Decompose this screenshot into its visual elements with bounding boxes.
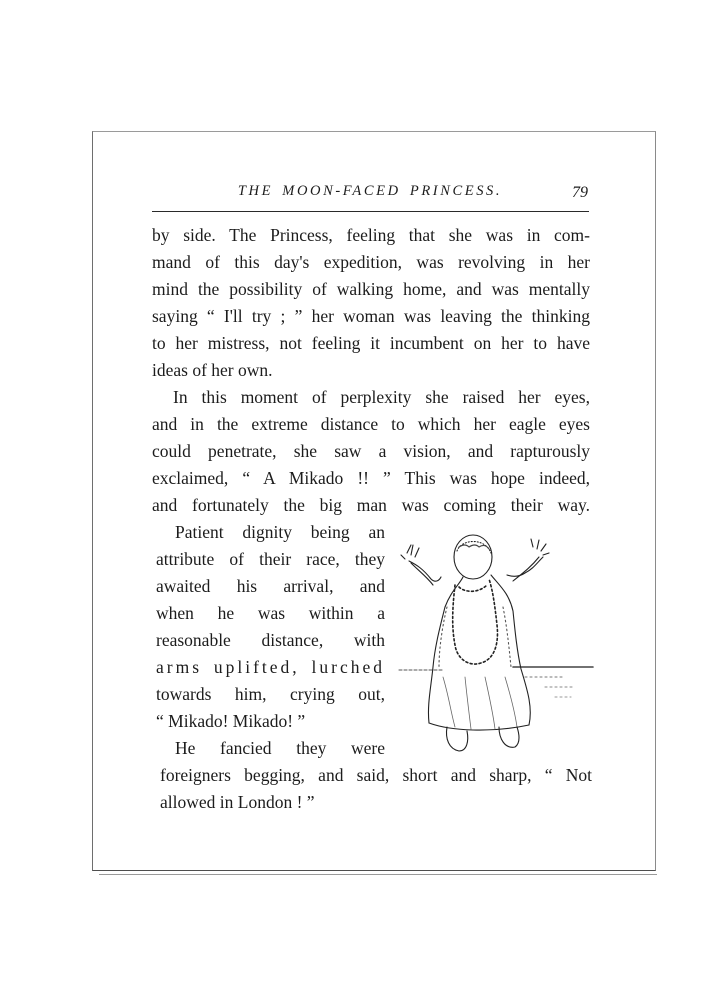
text-line: saying “ I'll try ; ” her woman was leaving the thinking: [152, 306, 590, 326]
text-line: ideas of her own.: [152, 360, 273, 380]
header-rule: [152, 211, 589, 212]
text-line: attribute of their race, they: [156, 549, 385, 569]
text-line: mind the possibility of walking home, and was mentally: [152, 279, 590, 299]
text-line: foreigners begging, and said, short and sharp, “ Not: [160, 765, 592, 785]
text-line: Patient dignity being an: [175, 522, 385, 542]
text-line: to her mistress, not feeling it incumbent on her to have: [152, 333, 590, 353]
text-line: He fancied they were: [175, 738, 385, 758]
text-line: towards him, crying out,: [156, 684, 385, 704]
page-number: 79: [572, 184, 588, 201]
figure-with-raised-arms-illustration: [395, 527, 595, 757]
text-line: “ Mikado! Mikado! ”: [156, 711, 306, 731]
text-line: when he was within a: [156, 603, 385, 623]
text-line: and in the extreme distance to which her eagle eyes: [152, 414, 590, 434]
running-head: [150, 183, 590, 207]
text-line: awaited his arrival, and: [156, 576, 385, 596]
text-line: could penetrate, she saw a vision, and rapturously: [152, 441, 590, 461]
text-line: allowed in London ! ”: [160, 792, 315, 812]
running-title: THE MOON-FACED PRINCESS.: [237, 183, 503, 199]
text-line: exclaimed, “ A Mikado !! ” This was hope indeed,: [152, 468, 590, 488]
text-line: arms uplifted, lurched: [156, 657, 385, 677]
text-line: mand of this day's expedition, was revolving in her: [152, 252, 590, 272]
text-line: by side. The Princess, feeling that she was in com-: [152, 225, 590, 245]
text-line: reasonable distance, with: [156, 630, 385, 650]
text-line: In this moment of perplexity she raised her eyes,: [173, 387, 590, 407]
text-line: and fortunately the big man was coming their way.: [152, 495, 590, 515]
